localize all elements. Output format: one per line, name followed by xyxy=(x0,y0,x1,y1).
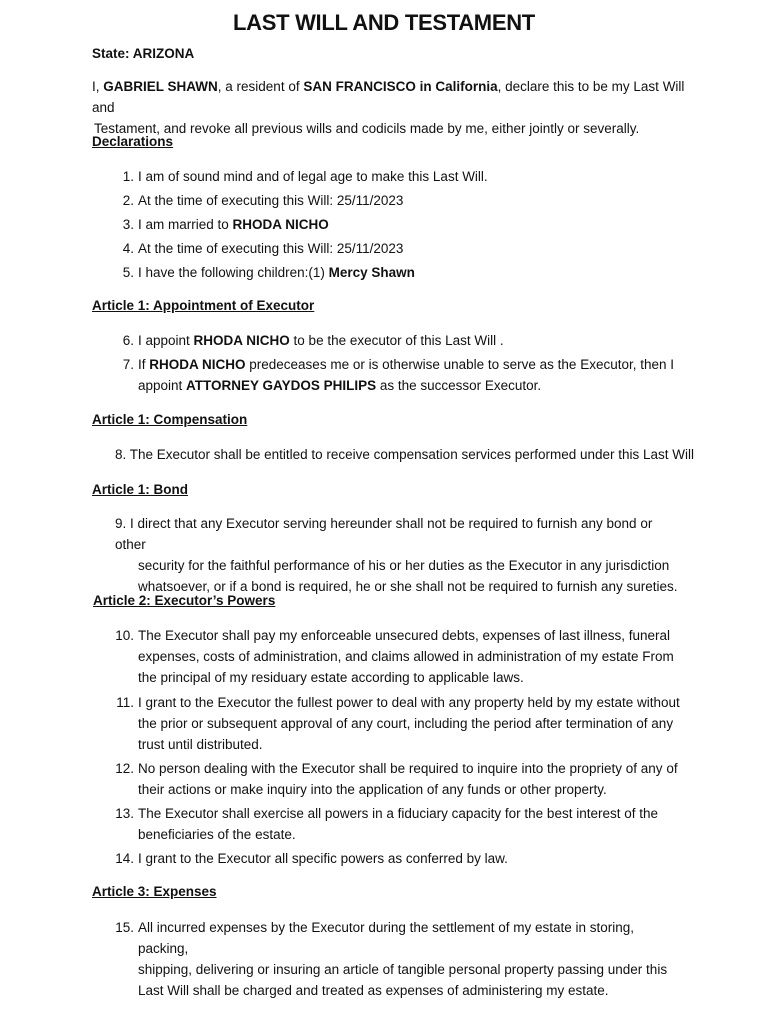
list-text: The Executor shall pay my enforceable unsecured debts, expenses of last illness, funeral xyxy=(138,628,671,643)
successor-executor-name: ATTORNEY GAYDOS PHILIPS xyxy=(186,378,377,393)
list-text: I have the following children:(1) xyxy=(138,265,329,280)
executor-name: RHODA NICHO xyxy=(193,333,290,348)
intro-line-2: Testament, and revoke all previous wills and codicils made by me, either jointly or severally. xyxy=(94,121,640,136)
list-text: the principal of my residuary estate according to applicable laws. xyxy=(138,670,524,685)
testator-name: GABRIEL SHAWN xyxy=(103,79,218,94)
list-number: 4. xyxy=(122,241,134,256)
list-number: 10. xyxy=(115,628,134,643)
list-item xyxy=(108,330,688,351)
list-text: The Executor shall exercise all powers in a fiduciary capacity for the best interest of the xyxy=(138,806,659,821)
bond-line-1: 9. I direct that any Executor serving hereunder shall not be required to furnish any bond or other xyxy=(115,516,653,552)
executor-heading: Article 1: Appointment of Executor xyxy=(92,298,315,313)
list-number: 1. xyxy=(122,169,134,184)
list-text: I grant to the Executor all specific powers as conferred by law. xyxy=(138,851,508,866)
page-title: LAST WILL AND TESTAMENT xyxy=(233,10,535,35)
bond-line-2: security for the faithful performance of his or her duties as the Executor in any jurisdiction xyxy=(138,558,670,573)
list-number: 3. xyxy=(122,217,134,232)
list-text: I am married to xyxy=(138,217,233,232)
list-text: the prior or subsequent approval of any court, including the period after termination of any xyxy=(138,716,674,731)
list-number: 14. xyxy=(115,851,134,866)
intro-text-2: , a resident of xyxy=(217,79,304,94)
list-text: their actions or make inquiry into the application of any funds or other property. xyxy=(138,782,607,797)
bond-item xyxy=(115,513,685,597)
list-item xyxy=(108,758,688,800)
powers-heading: Article 2: Executor’s Powers xyxy=(93,593,276,608)
list-text: All incurred expenses by the Executor during the settlement of my estate in storing, packing, xyxy=(138,920,635,956)
list-number: 12. xyxy=(115,761,134,776)
state-line: State: ARIZONA xyxy=(92,46,195,61)
compensation-item: 8. The Executor shall be entitled to receive compensation services performed under this Last Will xyxy=(115,447,695,462)
list-text: I appoint xyxy=(138,333,194,348)
intro-line-1 xyxy=(92,76,692,118)
list-item xyxy=(108,238,688,259)
list-item xyxy=(108,166,688,187)
expenses-heading: Article 3: Expenses xyxy=(92,884,217,899)
list-item xyxy=(108,803,688,845)
list-item xyxy=(108,625,688,688)
list-text: beneficiaries of the estate. xyxy=(138,827,296,842)
list-text: I am of sound mind and of legal age to make this Last Will. xyxy=(138,169,488,184)
list-text: At the time of executing this Will: 25/11/2023 xyxy=(138,193,404,208)
list-item xyxy=(108,262,688,283)
list-item xyxy=(108,917,688,1001)
declarations-heading: Declarations xyxy=(92,134,174,149)
list-item xyxy=(108,190,688,211)
list-number: 6. xyxy=(122,333,134,348)
list-number: 13. xyxy=(115,806,134,821)
item7-line-1 xyxy=(138,354,688,375)
intro-text-1: I, xyxy=(92,79,104,94)
list-text: trust until distributed. xyxy=(138,737,263,752)
compensation-heading: Article 1: Compensation xyxy=(92,412,248,427)
list-text: If xyxy=(138,357,150,372)
list-item xyxy=(108,848,688,869)
executor-name: RHODA NICHO xyxy=(149,357,246,372)
intro-paragraph xyxy=(92,76,692,139)
list-number: 2. xyxy=(122,193,134,208)
list-text: expenses, costs of administration, and claims allowed in administration of my estate From xyxy=(138,649,674,664)
list-text: appoint xyxy=(138,378,187,393)
list-text: I grant to the Executor the fullest power to deal with any property held by my estate without xyxy=(138,695,680,710)
list-text: No person dealing with the Executor shall be required to inquire into the propriety of any of xyxy=(138,761,678,776)
list-number: 15. xyxy=(115,920,134,935)
list-text: predeceases me or is otherwise unable to serve as the Executor, then I xyxy=(245,357,675,372)
child-name: Mercy Shawn xyxy=(328,265,415,280)
intro-text-3: , declare this to be my Last Will and xyxy=(92,79,685,115)
list-text: At the time of executing this Will: 25/11/2023 xyxy=(138,241,404,256)
item7-line-2 xyxy=(138,375,688,396)
list-item xyxy=(108,354,688,396)
list-item xyxy=(108,214,688,235)
list-item xyxy=(108,692,688,755)
list-number: 11. xyxy=(116,695,134,710)
spouse-name: RHODA NICHO xyxy=(232,217,329,232)
list-number: 5. xyxy=(122,265,134,280)
bond-heading: Article 1: Bond xyxy=(92,482,189,497)
list-text: to be the executor of this Last Will . xyxy=(289,333,504,348)
list-text: shipping, delivering or insuring an article of tangible personal property passing under this xyxy=(138,962,668,977)
list-number: 7. xyxy=(122,357,134,372)
residence: SAN FRANCISCO in California xyxy=(303,79,498,94)
list-text: Last Will shall be charged and treated as expenses of administering my estate. xyxy=(138,983,609,998)
bond-line-3: whatsoever, or if a bond is required, he or she shall not be required to furnish any sureties. xyxy=(138,579,678,594)
list-text: as the successor Executor. xyxy=(376,378,542,393)
